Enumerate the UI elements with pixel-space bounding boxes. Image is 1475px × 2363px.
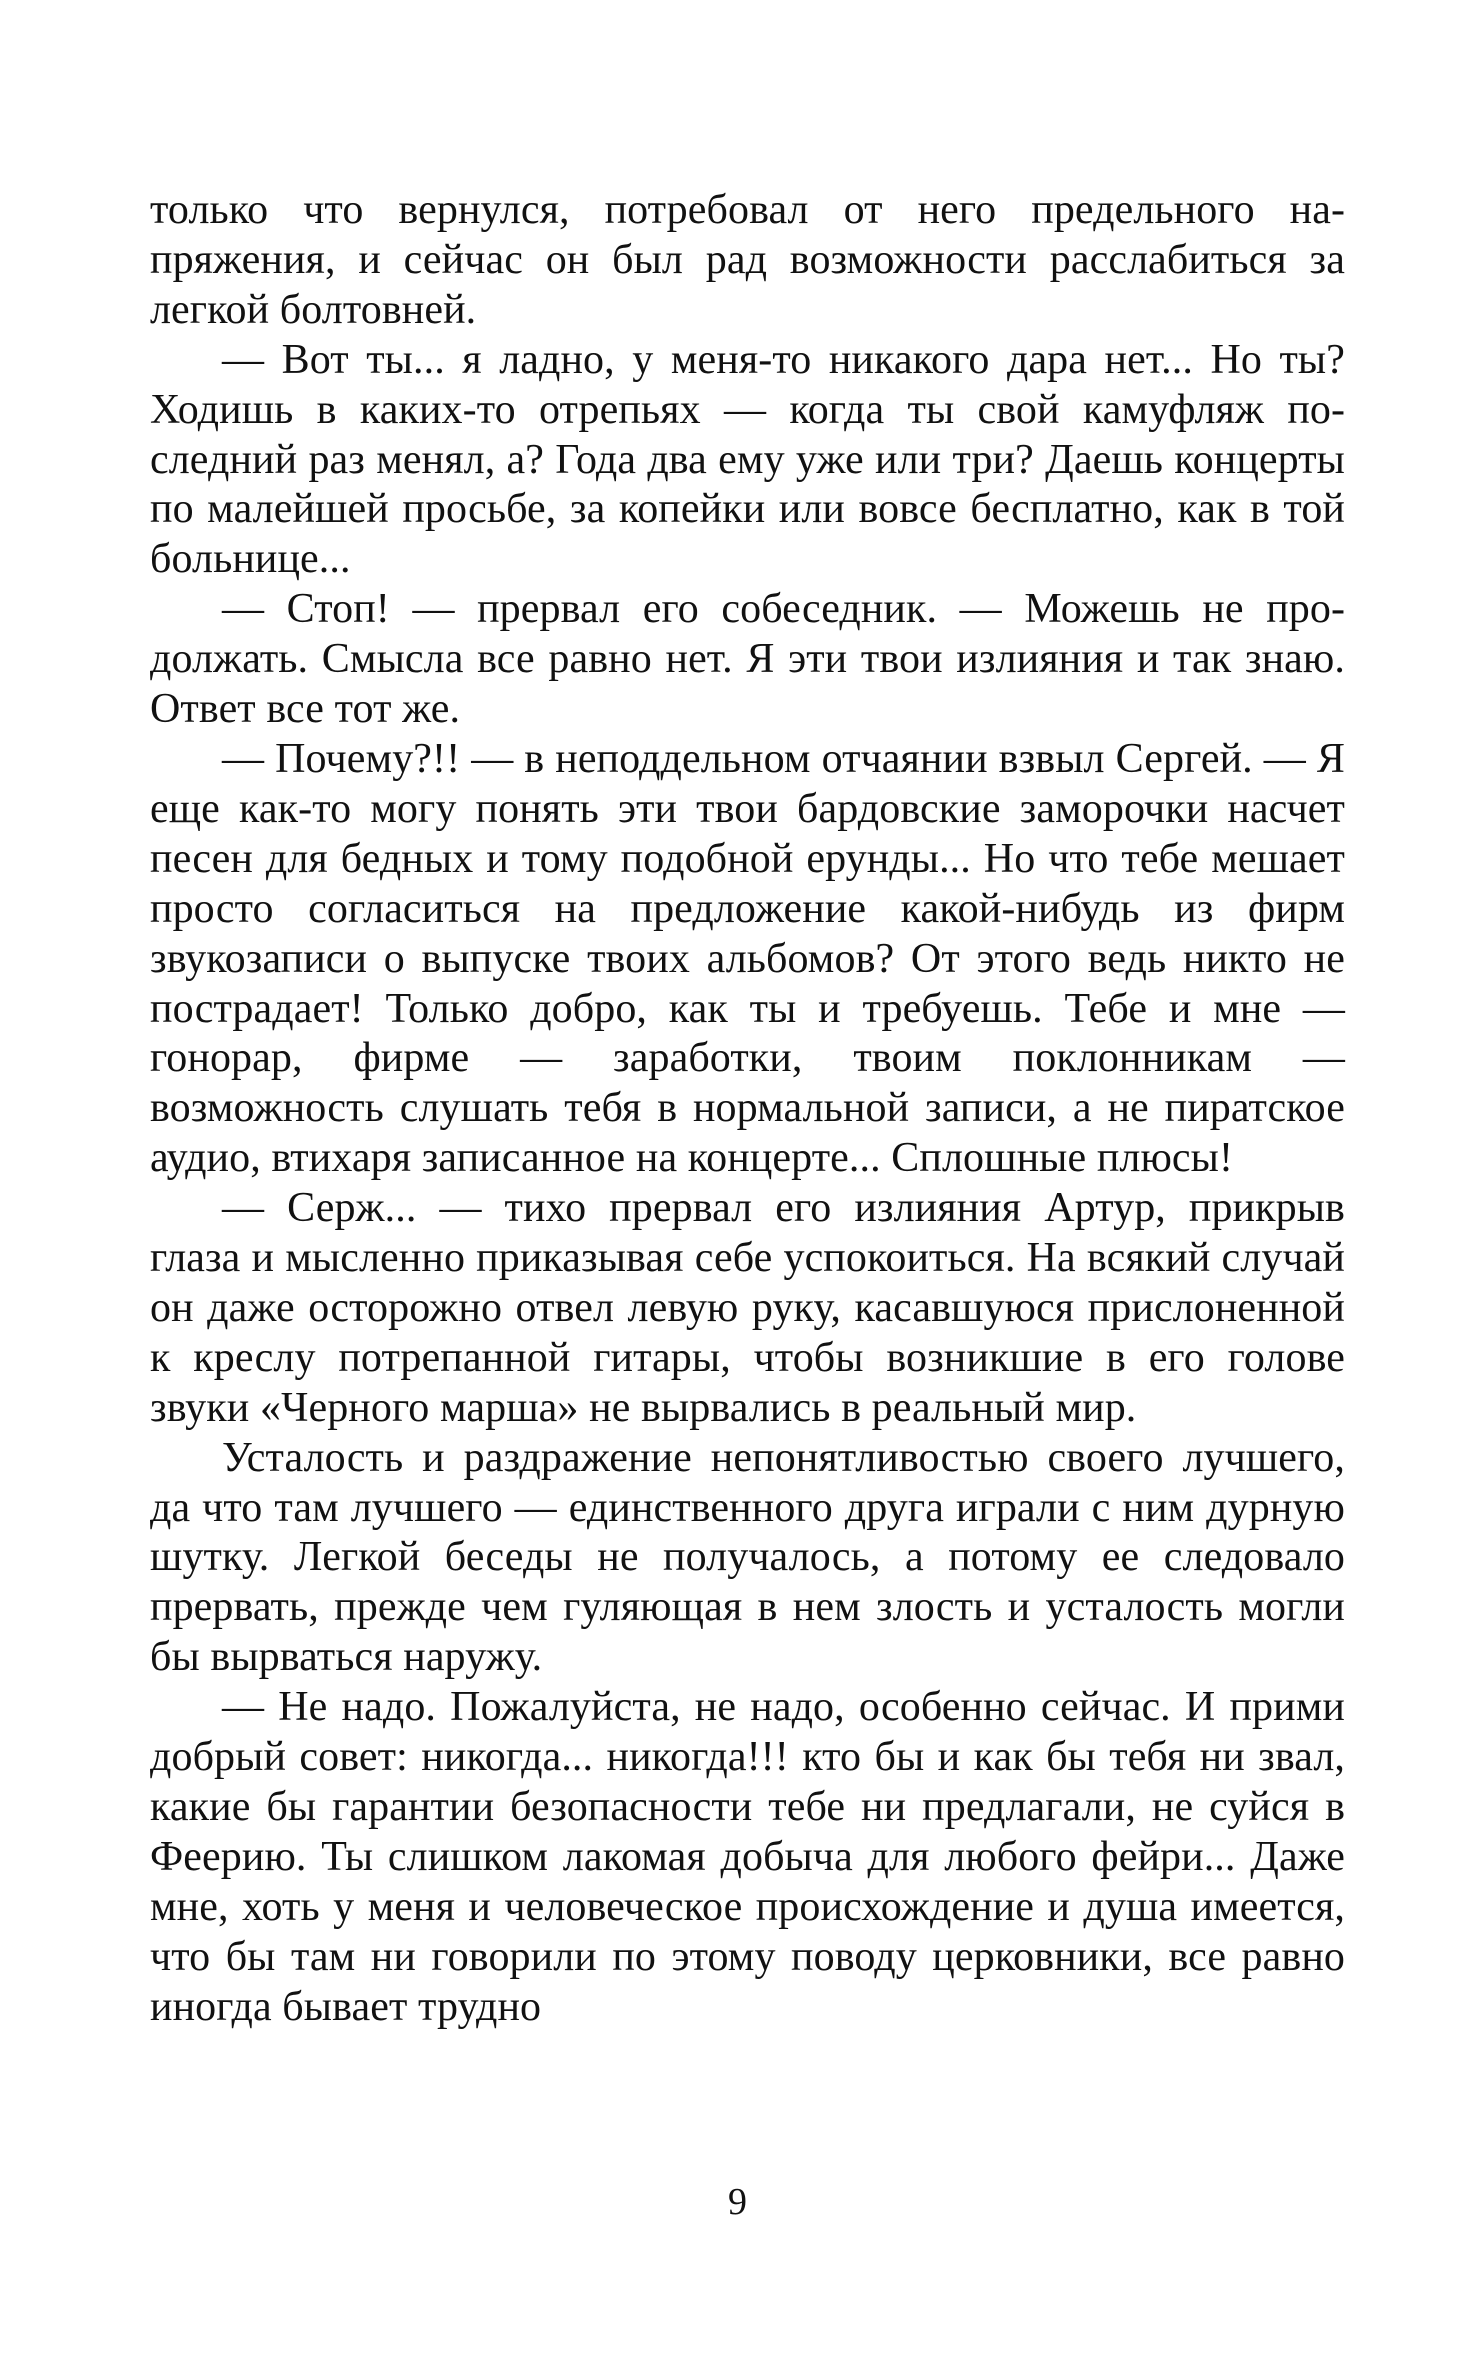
paragraph-6: Усталость и раздражение непонятливостью своего лучшего, да что там лучшего — единственного друга играли с ним дурную шутку. Легкой беседы не получалось, а потому ее следовало прервать, прежде чем гуляющая в нем злость и усталость могли бы вырваться наружу. — [150, 1434, 1345, 1681]
paragraph-5: — Серж... — тихо прервал его излияния Артур, прикрыв глаза и мысленно приказывая себе успокоиться. На всякий случай он даже осторожно отвел левую руку, касавшуюся прислоненной к креслу потрепанной гитары, чтобы возникшие в его голове звуки «Черного марша» не вырвались в реальный мир. — [150, 1185, 1345, 1431]
page-text — [150, 186, 1345, 2033]
paragraph-3: — Стоп! — прервал его собеседник. — Можешь не продолжать. Смысла все равно нет. Я эти твои излияния и так знаю. Ответ все тот же. — [150, 586, 1345, 733]
paragraph-2: — Вот ты... я ладно, у меня-то никакого дара нет... Но ты? Ходишь в каких-то отрепьях — когда ты свой камуфляж последний раз менял, а? Года два ему уже или три? Даешь концерты по малейшей просьбе, за копейки или вовсе бесплатно, как в той больнице... — [150, 336, 1345, 583]
paragraph-4: — Почему?!! — в неподдельном отчаянии взвыл Сергей. — Я еще как-то могу понять эти твои бардовские заморочки насчет песен для бедных и тому подобной ерунды... Но что тебе мешает просто согласиться на предложение какой-нибудь из фирм звукозаписи о выпуске твоих альбомов? От этого ведь никто не пострадает! Только добро, как ты и требуешь. Тебе и мне — гонорар, фирме — заработки, твоим поклонникам — возможность слушать тебя в нормальной записи, а не пиратское аудио, втихаря записанное на концерте... Сплошные плюсы! — [150, 735, 1345, 1182]
page-number: 9 — [728, 2181, 747, 2223]
paragraph-1: только что вернулся, потребовал от него предельного напряжения, и сейчас он был рад возможности расслабиться за легкой болтовней. — [150, 187, 1345, 333]
paragraph-7: — Не надо. Пожалуйста, не надо, особенно сейчас. И прими добрый совет: никогда... никогда!!! кто бы и как бы тебя ни звал, какие бы гарантии безопасности тебе ни предлагали, не суйся в Феерию. Ты слишком лакомая добыча для любого фейри... Даже мне, хоть у меня и человеческое происхождение и душа имеется, что бы там ни говорили по этому поводу церковники, все равно иногда бывает трудно — [150, 1684, 1345, 2030]
